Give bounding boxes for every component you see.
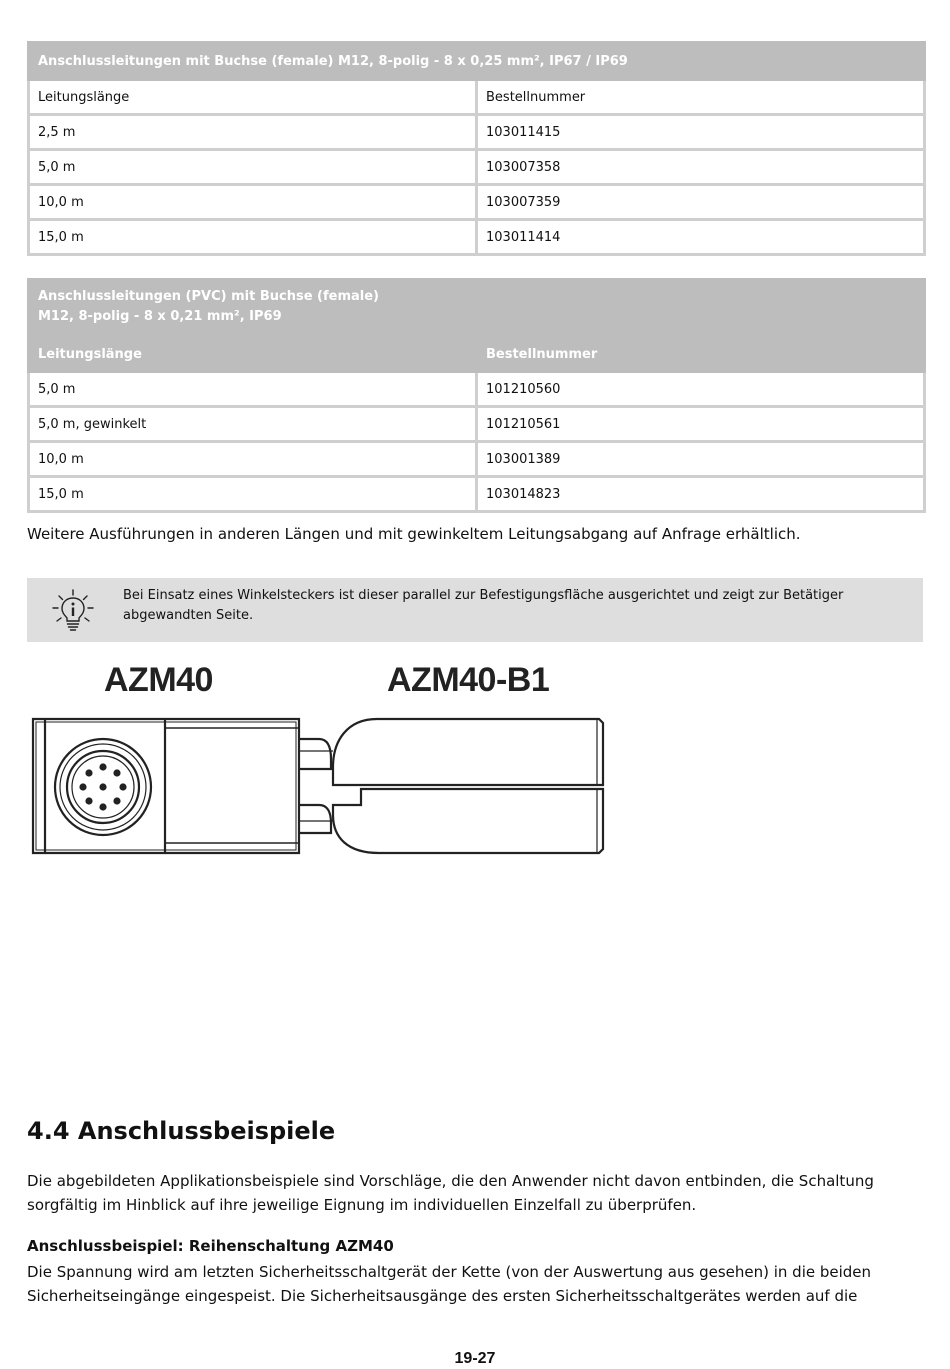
cell-order-number: 103007359	[477, 185, 925, 220]
availability-note: Weitere Ausführungen in anderen Längen und mit gewinkeltem Leitungsabgang auf Anfrage erhältlich.	[27, 525, 801, 543]
cell-length: 5,0 m	[29, 372, 477, 407]
cell-length: 15,0 m	[29, 220, 477, 255]
column-header-order-number: Bestellnummer	[477, 337, 925, 372]
table-title	[29, 280, 925, 337]
table-row	[29, 185, 925, 220]
column-header-length: Leitungslänge	[29, 337, 477, 372]
hint-line-1: Bei Einsatz eines Winkelsteckers ist dieser parallel zur Befestigungsfläche ausgerichtet und zeigt zur Betätiger	[123, 588, 844, 603]
section-heading: 4.4 Anschlussbeispiele	[27, 1117, 336, 1145]
table-row	[29, 220, 925, 255]
table-title-line-1: Anschlussleitungen (PVC) mit Buchse (female)	[38, 289, 379, 304]
cell-order-number: 103011415	[477, 115, 925, 150]
cell-length: 10,0 m	[29, 185, 477, 220]
lightbulb-info-icon	[51, 588, 95, 632]
hint-text	[123, 586, 903, 626]
intro-paragraph: Die abgebildeten Applikationsbeispiele sind Vorschläge, die den Anwender nicht davon entbinden, die Schaltung sorgfältig im Hinblick auf ihre jeweilige Eignung im individuellen Einzelfall zu überprüfen.	[27, 1172, 874, 1214]
table-row	[29, 477, 925, 512]
drawing-label-azm40-b1: AZM40-B1	[387, 661, 550, 699]
example-subheading: Anschlussbeispiel: Reihenschaltung AZM40	[27, 1237, 394, 1255]
cell-order-number: 103014823	[477, 477, 925, 512]
table-title-row	[29, 280, 925, 337]
cell-length: 10,0 m	[29, 442, 477, 477]
cell-order-number: 103007358	[477, 150, 925, 185]
cell-order-number: 101210561	[477, 407, 925, 442]
cell-order-number: 101210560	[477, 372, 925, 407]
cable-table-ip67	[27, 41, 926, 256]
table-header-row	[29, 80, 925, 115]
table-row	[29, 372, 925, 407]
column-header-order-number: Bestellnummer	[477, 80, 925, 115]
cell-order-number: 103001389	[477, 442, 925, 477]
cell-length: 5,0 m, gewinkelt	[29, 407, 477, 442]
hint-line-2: abgewandten Seite.	[123, 608, 254, 623]
cell-length: 15,0 m	[29, 477, 477, 512]
connector-drawing	[27, 655, 627, 865]
cable-table-pvc	[27, 278, 926, 513]
table-title: Anschlussleitungen mit Buchse (female) M12, 8-polig - 8 x 0,25 mm², IP67 / IP69	[29, 43, 925, 80]
cell-order-number: 103011414	[477, 220, 925, 255]
socket-pins	[79, 763, 126, 810]
drawing-label-azm40: AZM40	[104, 661, 213, 699]
table-row	[29, 442, 925, 477]
cell-length: 5,0 m	[29, 150, 477, 185]
table-row	[29, 150, 925, 185]
page-number: 19-27	[454, 1350, 496, 1367]
table-header-row	[29, 337, 925, 372]
example-paragraph: Die Spannung wird am letzten Sicherheitsschaltgerät der Kette (von der Auswertung aus gesehen) in die beiden Sicherheitseingänge eingespeist. Die Sicherheitsausgänge des ersten Sicherheitsschaltgerätes werden auf die	[27, 1263, 872, 1305]
column-header-length: Leitungslänge	[29, 80, 477, 115]
angled-plug-outline	[333, 719, 603, 785]
table-title-row	[29, 43, 925, 80]
hint-box	[27, 578, 923, 642]
table-title-line-2: M12, 8-polig - 8 x 0,21 mm², IP69	[38, 309, 282, 324]
table-row	[29, 115, 925, 150]
table-row	[29, 407, 925, 442]
cell-length: 2,5 m	[29, 115, 477, 150]
